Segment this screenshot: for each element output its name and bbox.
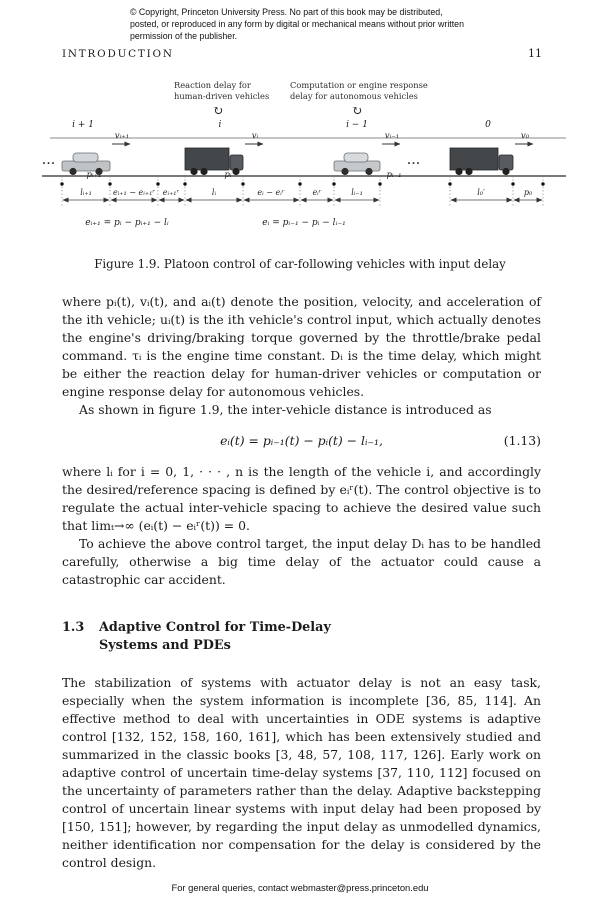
equation-body: eᵢ(t) = pᵢ₋₁(t) − pᵢ(t) − lᵢ₋₁, <box>220 432 383 448</box>
dim-length-i: lᵢ <box>211 188 217 197</box>
equation-1-13 <box>62 432 541 450</box>
annotation-line: delay for autonomous vehicles <box>290 90 418 101</box>
position-label-i: pᵢ <box>224 170 232 180</box>
dim-length-i-plus-1: lᵢ₊₁ <box>80 188 92 197</box>
index-0: 0 <box>485 120 491 130</box>
figure-caption: Figure 1.9. Platoon control of car-following vehicles with input delay <box>94 257 506 271</box>
dim-position-0: p₀ <box>523 188 533 197</box>
equation-number: (1.13) <box>503 432 541 448</box>
index-i-plus-1: i + 1 <box>72 120 94 130</box>
index-i-minus-1: i − 1 <box>346 120 368 130</box>
page-footer: For general queries, contact webmaster@press.princeton.edu <box>171 882 429 893</box>
figure-1-9 <box>42 80 566 252</box>
delay-loop-icon: ↻ <box>212 104 224 119</box>
section-title-line-2: Systems and PDEs <box>99 638 231 654</box>
dim-length-0: l₀′ <box>477 188 485 197</box>
annotation-computation-delay <box>290 80 428 102</box>
paragraph-intro-distance: As shown in figure 1.9, the inter-vehicle distance is introduced as <box>79 401 492 417</box>
section-number: 1.3 <box>62 619 85 635</box>
dim-ref-i-plus-1: eᵢ₊₁ʳ <box>162 188 180 197</box>
truck-0-icon <box>450 148 513 175</box>
copyright-notice: © Copyright, Princeton University Press. No part of this book may be distributed, posted, or reproduced in any form by digital or mechanical means without prior written permission of the publisher. <box>130 7 464 41</box>
annotation-line: Reaction delay for <box>174 80 251 90</box>
annotation-line: Computation or engine response <box>290 80 428 90</box>
paragraph-objective: where lᵢ for i = 0, 1, · · · , n is the length of the vehicle i, and accordingly the desired/reference spacing is defined by eᵢʳ(t). The control objective is to regulate the actual inter-vehicle spacing to achieve the desired value such that limₜ→∞ (eᵢ(t) − eᵢʳ(t)) = 0. <box>62 463 541 533</box>
dim-error-i: eᵢ − eᵢʳ <box>257 188 285 197</box>
paragraph-control-target: To achieve the above control target, the input delay Dᵢ has to be handled carefully, otherwise a big time delay of the actuator could cause a catastrophic car accident. <box>62 535 541 587</box>
velocity-label-i-minus-1: vᵢ₋₁ <box>384 131 400 141</box>
page-number: 11 <box>528 47 542 60</box>
dim-length-i-minus-1: lᵢ₋₁ <box>351 188 363 197</box>
running-head: INTRODUCTION <box>62 48 174 60</box>
paragraph-stabilization: The stabilization of systems with actuator delay is not an easy task, especially when the system information is incomplete [36, 85, 114]. An effective method to deal with uncertainties in ODE systems is adaptive control [132, 152, 158, 160, 161], which has been extensively studied and summarized in the classic books [3, 48, 57, 108, 117, 126]. Early work on adaptive control of uncertain time-delay systems [37, 110, 112] focused on the uncertainty of parameters rather than the delay. Adaptive backstepping control of uncertain linear systems with input delay had been proposed by [150, 151]; however, by regarding the input delay as unmodelled dynamics, neither identification nor compensation for the delay is considered by the control design. <box>62 674 541 870</box>
velocity-label-i-plus-1: vᵢ₊₁ <box>114 131 130 141</box>
delay-loop-icon: ↻ <box>351 104 363 119</box>
section-title <box>99 619 331 656</box>
annotation-reaction-delay <box>174 80 269 102</box>
position-label-i-plus-1: pᵢ₊₁ <box>86 170 102 180</box>
paragraph-variables: where pᵢ(t), vᵢ(t), and aᵢ(t) denote the position, velocity, and acceleration of the ith vehicle; uᵢ(t) is the ith vehicle's control input, which actually denotes the engine's driving/braking torque governed by the throttle/brake pedal command. τᵢ is the engine time constant. Dᵢ is the time delay, which might be either the reaction delay for human-driver vehicles or computation or engine response delay for autonomous vehicles. <box>62 294 541 399</box>
velocity-label-i: vᵢ <box>251 131 259 141</box>
page-header <box>62 47 542 60</box>
annotation-line: human-driven vehicles <box>174 90 270 101</box>
velocity-label-0: v₀ <box>520 131 530 141</box>
section-title-line-1: Adaptive Control for Time-Delay <box>99 619 331 635</box>
body-text <box>62 293 541 872</box>
ellipsis-mid: ... <box>407 156 421 167</box>
car-i-minus-1-icon <box>334 153 380 175</box>
spacing-formula-i: eᵢ = pᵢ₋₁ − pᵢ − lᵢ₋₁ <box>262 218 346 228</box>
position-label-i-minus-1: pᵢ₋₁ <box>386 170 402 180</box>
position-dots <box>60 182 544 185</box>
spacing-formula-i-plus-1: eᵢ₊₁ = pᵢ − pᵢ₊₁ − lᵢ <box>85 218 169 228</box>
truck-i-icon <box>185 148 243 175</box>
index-i: i <box>218 120 222 130</box>
section-heading-1-3 <box>62 619 541 656</box>
dim-ref-i: eᵢʳ <box>312 188 322 197</box>
dim-error-i-plus-1: eᵢ₊₁ − eᵢ₊₁ʳ <box>112 188 156 197</box>
ellipsis-left: ... <box>42 156 56 167</box>
